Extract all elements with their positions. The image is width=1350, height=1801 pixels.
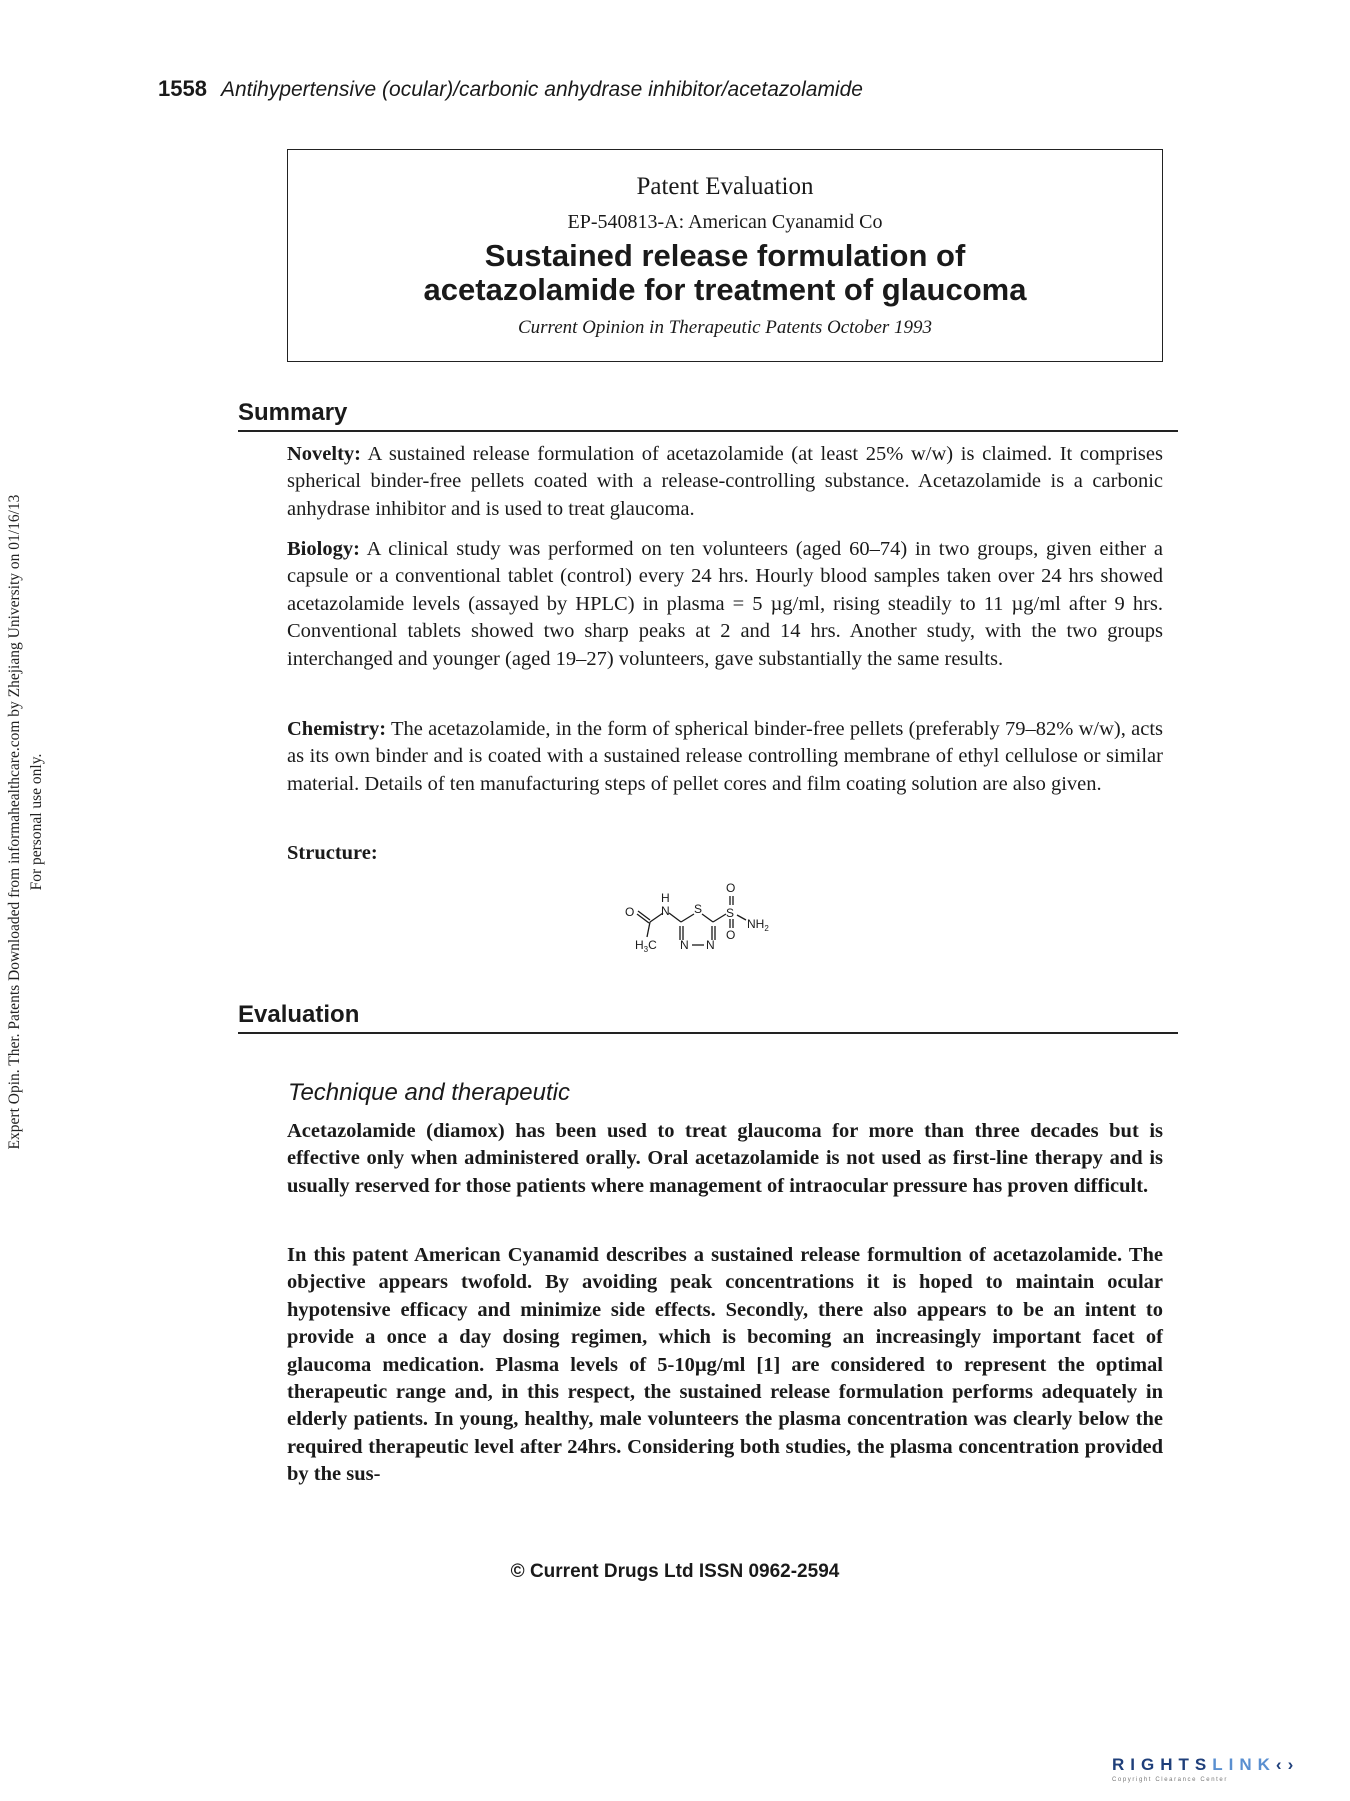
patent-evaluation-box: [287, 149, 1163, 362]
biology-paragraph: [287, 536, 1163, 673]
atom-nh2: $NH_2$: [747, 917, 769, 933]
evaluation-paragraph-1: Acetazolamide (diamox) has been used to treat glaucoma for more than three decades but is effective only when administered orally. Oral acetazolamide is not used as first-line therapy and is usually reserved for those patients where management of intraocular pressure has proven difficult.: [287, 1120, 1163, 1197]
atom-n-amide: N: [661, 904, 670, 918]
article-title: [288, 239, 1162, 307]
running-title: Antihypertensive (ocular)/carbonic anhydrase inhibitor/acetazolamide: [220, 78, 863, 101]
rightslink-sub: Copyright Clearance Center: [1112, 1777, 1228, 1783]
biology-text: A clinical study was performed on ten volunteers (aged 60–74) in two groups, given either a capsule or a conventional tablet (control) every 24 hrs. Hourly blood samples taken over 24 hrs showed acetazolamide levels (assayed by HPLC) in plasma = 5 µg/ml, rising steadily to 11 µg/ml after 9 hrs. Conventional tablets showed two sharp peaks at 2 and 14 hrs. Another study, with the two groups interchanged and younger (aged 19–27) volunteers, gave substantially the same results.: [287, 538, 1163, 670]
page-number: 1558: [158, 76, 207, 101]
novelty-text: A sustained release formulation of acetazolamide (at least 25% w/w) is claimed. It comprises spherical binder-free pellets coated with a release-controlling substance. Acetazolamide is a carbonic anhydrase inhibitor and is used to treat glaucoma.: [287, 443, 1163, 520]
novelty-label: Novelty:: [287, 443, 362, 465]
biology-label: Biology:: [287, 538, 360, 560]
atom-n-ring-right: N: [706, 938, 715, 952]
atom-n-ring-left: N: [680, 938, 689, 952]
evaluation-paragraph-2: In this patent American Cyanamid describes a sustained release formultion of acetazolamide. The objective appears twofold. By avoiding peak concentrations it is hoped to maintain ocular hypotensive efficacy and minimize side effects. Secondly, there also appears to be an intent to provide a once a day dosing regimen, which is becoming an increasingly important facet of glaucoma medication. Plasma levels of 5-10µg/ml [1] are considered to represent the optimal therapeutic range and, in this respect, the sustained release formulation performs adequately in elderly patients. In young, healthy, male volunteers the plasma concentration was clearly below the required therapeutic level after 24hrs. Considering both studies, the plasma concentration provided by the sus-: [287, 1244, 1163, 1486]
atom-o-carbonyl: O: [625, 905, 635, 919]
box-label: Patent Evaluation: [636, 173, 814, 200]
download-notice-line2: For personal use only.: [28, 753, 45, 891]
rightslink-arrow-icon: ‹›: [1275, 1755, 1300, 1774]
chemistry-label: Chemistry:: [287, 718, 387, 740]
atom-o-bottom: O: [726, 928, 736, 942]
download-notice: [4, 382, 52, 1262]
evaluation-heading: Evaluation: [238, 1000, 1178, 1034]
acetazolamide-structure: [620, 878, 810, 968]
running-head: [158, 76, 863, 102]
chemistry-text: The acetazolamide, in the form of spherical binder-free pellets (preferably 79–82% w/w), acts as its own binder and is coated with a sustained release controlling membrane of ethyl cellulose or similar material. Details of ten manufacturing steps of pellet cores and film coating solution are also given.: [287, 718, 1163, 795]
novelty-paragraph: [287, 441, 1163, 523]
copyright-footer: © Current Drugs Ltd ISSN 0962-2594: [510, 1561, 840, 1582]
atom-o-top: O: [726, 881, 736, 895]
download-notice-line1: Expert Opin. Ther. Patents Downloaded from informahealthcare.com by Zhejiang University on 01/16/13: [6, 494, 23, 1150]
atom-s-ring: S: [694, 902, 703, 916]
article-title-line1: Sustained release formulation of: [484, 238, 966, 273]
rightslink-part1: RIGHTS: [1112, 1755, 1213, 1774]
article-title-line2: acetazolamide for treatment of glaucoma: [423, 272, 1027, 307]
atom-h3c: $H_3C$: [635, 938, 657, 954]
atom-s-sulfonyl: S: [726, 906, 735, 920]
chemistry-paragraph: [287, 716, 1163, 798]
patent-number: EP-540813-A: American Cyanamid Co: [567, 211, 883, 233]
article-source: Current Opinion in Therapeutic Patents October 1993: [517, 317, 933, 338]
atom-h-amide: H: [661, 891, 670, 905]
rightslink-part2: LINK: [1212, 1755, 1276, 1774]
summary-heading: Summary: [238, 398, 1178, 432]
rightslink-logo: [1112, 1755, 1299, 1783]
technique-subheading: Technique and therapeutic: [288, 1079, 570, 1106]
structure-label: Structure:: [287, 842, 378, 864]
